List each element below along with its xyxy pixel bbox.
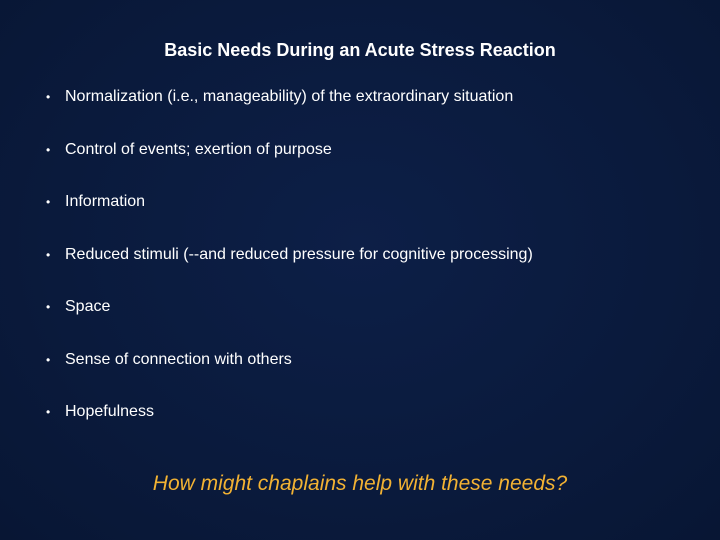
- list-item: [46, 403, 533, 456]
- bullet-icon: •: [46, 247, 51, 262]
- bullet-text: Hopefulness: [65, 403, 154, 420]
- bullet-icon: •: [46, 195, 51, 209]
- bullet-text: Information: [65, 193, 146, 210]
- bullet-text: Sense of connection with others: [65, 350, 292, 368]
- bullet-list: [46, 88, 533, 456]
- bullet-text: Normalization (i.e., manageability) of the extraordinary situation: [65, 88, 514, 105]
- bullet-icon: •: [46, 352, 51, 367]
- bullet-icon: •: [46, 142, 51, 157]
- bullet-icon: •: [46, 90, 51, 104]
- list-item: [46, 298, 533, 351]
- bullet-icon: •: [46, 405, 51, 419]
- discussion-question: How might chaplains help with these needs?: [152, 472, 568, 495]
- list-item: [46, 351, 533, 404]
- list-item: [46, 246, 533, 299]
- bullet-text: Control of events; exertion of purpose: [65, 140, 332, 158]
- list-item: [46, 193, 533, 246]
- list-item: [46, 141, 533, 194]
- bullet-icon: •: [46, 300, 51, 314]
- slide-title: Basic Needs During an Acute Stress Reaction: [164, 40, 556, 60]
- list-item: [46, 88, 533, 141]
- bullet-text: Reduced stimuli (--and reduced pressure for cognitive processing): [65, 245, 533, 263]
- bullet-text: Space: [65, 298, 111, 315]
